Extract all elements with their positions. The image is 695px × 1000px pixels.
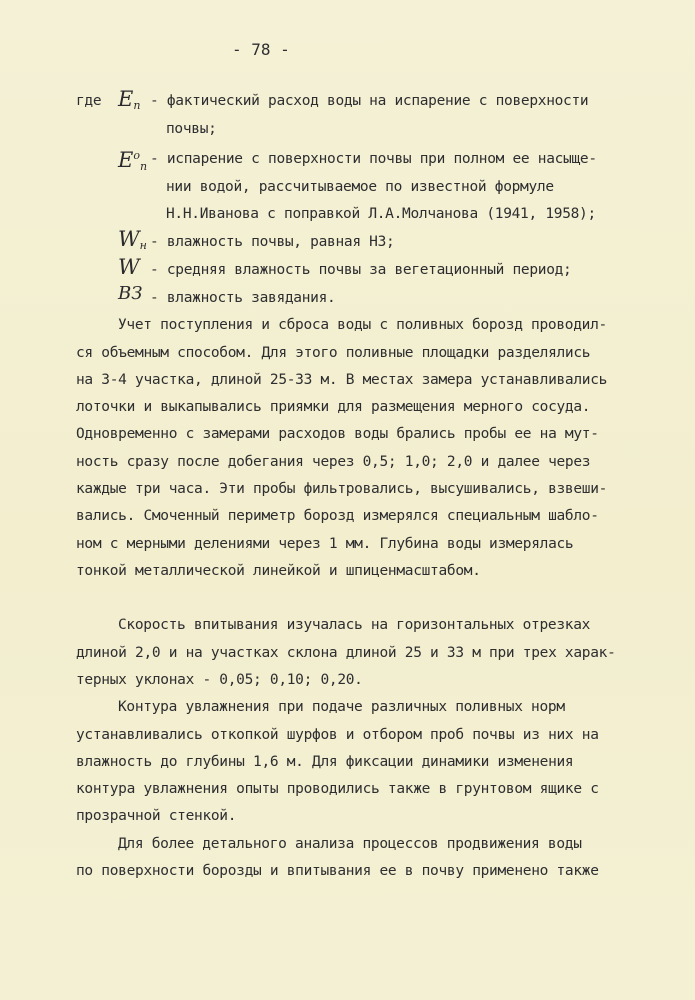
paragraph-line: ном с мерными делениями через 1 мм. Глубина воды измерялась — [76, 536, 574, 552]
paragraph-line: ность сразу после добегания через 0,5; 1,0; 2,0 и далее через — [76, 454, 591, 470]
paragraph-line: по поверхности борозды и впитывания ее в почву применено также — [76, 863, 599, 879]
paragraph-line: контура увлажнения опыты проводились также в грунтовом ящике с — [76, 781, 599, 797]
page-number: - 78 - — [232, 40, 290, 59]
paragraph-line: влажность до глубины 1,6 м. Для фиксации динамики изменения — [76, 754, 574, 770]
paragraph-line: вались. Смоченный периметр борозд измерялся специальным шабло- — [76, 508, 599, 524]
paragraph-line: устанавливались откопкой шурфов и отбором проб почвы из них на — [76, 727, 599, 743]
definition-text: - влажность завядания. — [150, 290, 336, 306]
paragraph-line: Учет поступления и сброса воды с поливных борозд проводил- — [118, 317, 607, 333]
symbol-ep: $E_п$ — [118, 87, 141, 112]
paragraph-line: Контура увлажнения при подаче различных поливных норм — [118, 699, 565, 715]
definition-text: нии водой, рассчитываемое по известной формуле — [166, 179, 554, 195]
paragraph-line: каждые три часа. Эти пробы фильтровались, высушивались, взвеши- — [76, 481, 608, 497]
definition-text: - фактический расход воды на испарение с поверхности — [150, 93, 589, 109]
paragraph-line: ся объемным способом. Для этого поливные площадки разделялись — [76, 345, 591, 361]
paragraph-line: прозрачной стенкой. — [76, 808, 237, 824]
paragraph-line: Для более детального анализа процессов продвижения воды — [118, 836, 582, 852]
definition-text: - влажность почвы, равная НЗ; — [150, 234, 395, 250]
paragraph-line: Одновременно с замерами расходов воды брались пробы ее на мут- — [76, 426, 599, 442]
paragraph-line: длиной 2,0 и на участках склона длиной 25 и 33 м при трех харак- — [76, 645, 616, 661]
symbol-wn: $W_н$ — [118, 227, 147, 252]
paragraph-line: на 3-4 участка, длиной 25-33 м. В местах замера устанавливались — [76, 372, 608, 388]
symbol-vz: ВЗ — [118, 283, 143, 304]
symbol-w: W — [118, 255, 140, 279]
definition-text: почвы; — [166, 121, 217, 137]
symbol-ep-zero: $E^о_п$ — [118, 148, 148, 173]
paragraph-line: терных уклонах - 0,05; 0,10; 0,20. — [76, 672, 363, 688]
paragraph-line: Скорость впитывания изучалась на горизонтальных отрезках — [118, 617, 591, 633]
definition-text: - средняя влажность почвы за вегетационный период; — [150, 262, 572, 278]
paragraph-line: лоточки и выкапывались приямки для размещения мерного сосуда. — [76, 399, 591, 415]
paragraph-line: тонкой металлической линейкой и шпиценмасштабом. — [76, 563, 481, 579]
where-word: где — [76, 93, 102, 109]
definition-text: Н.Н.Иванова с поправкой Л.А.Молчанова (1941, 1958); — [166, 206, 596, 222]
definition-text: - испарение с поверхности почвы при полном ее насыще- — [150, 151, 597, 167]
